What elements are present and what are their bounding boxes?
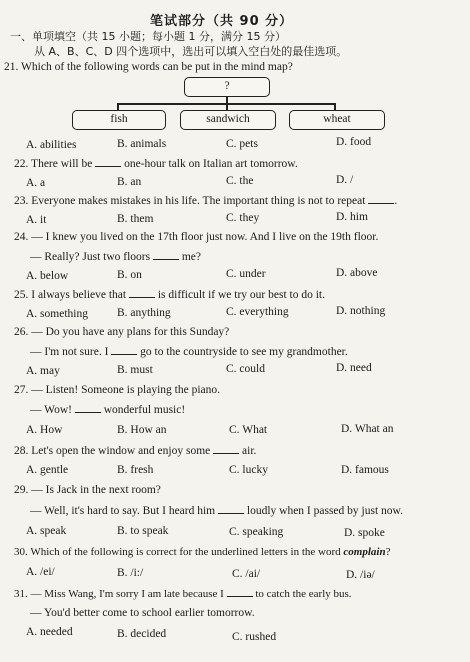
answer-blank <box>218 503 244 514</box>
mind-map-top-label: ? <box>224 80 230 92</box>
question-text-end: me? <box>181 251 202 263</box>
option-d: D. / <box>336 174 354 186</box>
answer-blank <box>227 586 253 597</box>
question-27 <box>14 383 220 397</box>
option-d: D. above <box>336 267 378 279</box>
mind-map-item: fish <box>110 113 128 125</box>
option-c: C. /ai/ <box>232 568 261 580</box>
question-25 <box>14 287 325 302</box>
question-text-end: loudly when I passed by just now. <box>246 505 403 517</box>
question-text-start: — I'm not sure. I <box>30 346 109 358</box>
option-d: D. him <box>336 211 368 223</box>
question-23 <box>14 193 397 208</box>
option-b: B. them <box>117 213 154 225</box>
option-b: B. animals <box>117 138 167 150</box>
option-a: A. How <box>26 424 63 436</box>
mind-map-box-wheat <box>289 110 385 130</box>
question-number: 28. <box>14 445 29 457</box>
option-d: D. famous <box>341 464 389 476</box>
option-a: A. speak <box>26 525 67 537</box>
mind-map-item: wheat <box>323 113 351 125</box>
question-31 <box>14 586 352 601</box>
option-d: D. /iə/ <box>346 569 375 581</box>
answer-blank <box>129 287 155 298</box>
question-text-start: — Really? Just two floors <box>30 251 151 263</box>
question-21 <box>4 60 293 74</box>
question-26-reply <box>30 344 348 359</box>
question-24 <box>14 230 378 244</box>
option-c: C. pets <box>226 138 258 150</box>
question-text-start: Which of the following is correct for the underlined letters in the word <box>30 546 341 558</box>
option-c: C. everything <box>226 306 289 318</box>
question-text-start: — Well, it's hard to say. But I heard him <box>30 505 216 517</box>
question-27-reply <box>30 402 185 417</box>
option-c: C. they <box>226 212 260 224</box>
option-a: A. abilities <box>26 139 77 151</box>
option-b: B. anything <box>117 307 171 319</box>
question-29 <box>14 483 161 497</box>
section-instruction: 从 A、B、C、D 四个选项中，选出可以填入空白处的最佳选项。 <box>34 45 348 58</box>
question-text-start: I always believe that <box>31 289 127 301</box>
question-text-start: — Wow! <box>30 404 72 416</box>
question-text-start: There will be <box>31 158 93 170</box>
mind-map-box-sandwich <box>180 110 276 130</box>
option-a: A. /ei/ <box>26 566 55 578</box>
option-d: D. What an <box>341 423 394 435</box>
option-b: B. fresh <box>117 464 154 476</box>
page-title: 笔试部分（共 90 分） <box>150 14 294 29</box>
question-text-end: is difficult if we try our best to do it. <box>157 289 325 301</box>
option-c: C. What <box>229 424 268 436</box>
question-number: 26. <box>14 326 29 338</box>
option-b: B. must <box>117 364 153 376</box>
answer-blank <box>111 344 137 355</box>
answer-blank <box>368 193 394 204</box>
question-text: Which of the following words can be put in the mind map? <box>21 61 293 73</box>
mind-map-item: sandwich <box>206 113 250 125</box>
option-b: B. an <box>117 176 142 188</box>
option-a: A. may <box>26 365 60 377</box>
answer-blank <box>153 249 179 260</box>
option-b: B. How an <box>117 424 167 436</box>
option-c: C. speaking <box>229 526 284 538</box>
question-24-reply <box>30 249 201 264</box>
question-text-end: go to the countryside to see my grandmother. <box>140 346 348 358</box>
question-26 <box>14 325 229 339</box>
question-text-start: — Miss Wang, I'm sorry I am late because I <box>30 588 224 600</box>
question-number: 23. <box>14 195 29 207</box>
option-d: D. need <box>336 362 372 374</box>
option-b: B. decided <box>117 628 167 640</box>
question-text: — Is Jack in the next room? <box>31 484 161 496</box>
question-number: 31. <box>14 588 28 600</box>
option-b: B. on <box>117 269 142 281</box>
question-text: — Do you have any plans for this Sunday? <box>31 326 230 338</box>
answer-blank <box>213 443 239 454</box>
option-a: A. needed <box>26 626 73 638</box>
option-a: A. gentle <box>26 464 69 476</box>
question-text: — Listen! Someone is playing the piano. <box>31 384 221 396</box>
question-29-reply <box>30 503 403 518</box>
option-d: D. spoke <box>344 527 385 539</box>
question-number: 25. <box>14 289 29 301</box>
option-a: A. it <box>26 214 47 226</box>
option-d: D. food <box>336 136 372 148</box>
question-number: 27. <box>14 384 29 396</box>
question-number: 30. <box>14 546 28 558</box>
question-text-end: to catch the early bus. <box>255 588 352 600</box>
option-c: C. rushed <box>232 631 277 643</box>
option-c: C. could <box>226 363 265 375</box>
question-text-end: one-hour talk on Italian art tomorrow. <box>124 158 298 170</box>
section-heading: 一、单项填空（共 15 小题；每小题 1 分，满分 15 分） <box>10 30 286 43</box>
question-30 <box>14 545 390 559</box>
mind-map-top-box <box>184 77 270 97</box>
question-text-end: ? <box>385 546 391 558</box>
mind-map-box-fish <box>72 110 166 130</box>
question-number: 22. <box>14 158 29 170</box>
question-text-end: wonderful music! <box>103 404 186 416</box>
option-a: A. below <box>26 270 69 282</box>
question-number: 24. <box>14 231 29 243</box>
option-a: A. a <box>26 177 46 189</box>
question-number: 21. <box>4 61 19 73</box>
question-text-end: air. <box>242 445 257 457</box>
question-31-reply: — You'd better come to school earlier tomorrow. <box>30 607 255 619</box>
option-c: C. the <box>226 175 254 187</box>
option-d: D. nothing <box>336 305 386 317</box>
question-number: 29. <box>14 484 29 496</box>
question-text-end: . <box>394 195 398 207</box>
question-22 <box>14 156 298 171</box>
option-c: C. lucky <box>229 464 268 476</box>
option-c: C. under <box>226 268 266 280</box>
answer-blank <box>95 156 121 167</box>
question-text-start: Everyone makes mistakes in his life. The important thing is not to repeat <box>31 195 366 207</box>
question-28 <box>14 443 256 458</box>
option-b: B. to speak <box>117 525 169 537</box>
question-text-start: Let's open the window and enjoy some <box>31 445 211 457</box>
question-text: — I knew you lived on the 17th floor just now. And I live on the 19th floor. <box>31 231 379 243</box>
target-word: complain <box>343 546 386 558</box>
answer-blank <box>75 402 101 413</box>
option-a: A. something <box>26 308 88 320</box>
option-b: B. /i:/ <box>117 567 144 579</box>
